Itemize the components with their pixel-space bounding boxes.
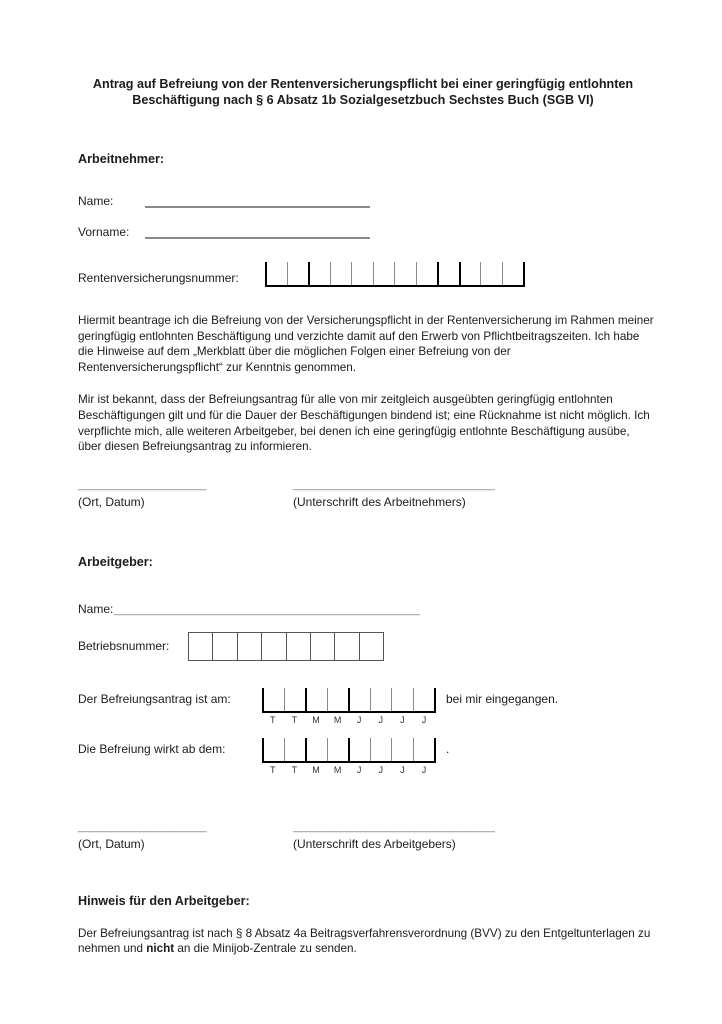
employee-ort-datum — [78, 479, 293, 509]
employer-ort-datum — [78, 821, 293, 851]
wirkungsdatum-field-group — [262, 738, 436, 775]
field-row-name — [78, 191, 648, 208]
betriebsnummer-box-field[interactable] — [188, 632, 384, 661]
form-title: Antrag auf Befreiung von der Rentenversicherungspflicht bei einer geringfügig entlohnten Beschäftigung nach § 6 Absatz 1b Sozialgesetzbuch Sechstes Buch (SGB VI) — [92, 77, 634, 107]
employer-signature-block — [78, 821, 648, 851]
eingangsdatum-comb-field[interactable] — [262, 688, 436, 713]
betriebsnummer-label: Betriebsnummer: — [78, 639, 170, 654]
vorname-label: Vorname: — [78, 225, 130, 239]
wirkungsdatum-suffix: . — [446, 741, 450, 756]
declaration-paragraph-2: Mir ist bekannt, dass der Befreiungsantrag für alle von mir zeitgleich ausgeübten geringfügig entlohnten Beschäftigungen gilt und für die Dauer der Beschäftigungen bindend ist; eine Rücknahme ist nicht möglich. Ich verpflichte mich, alle weiteren Arbeitgeber, bei denen ich eine geringfügig entlohnte Beschäftigung ausübe, über diesen Befreiungsantrag zu informieren. — [78, 393, 650, 454]
employee-unterschrift-caption: (Unterschrift des Arbeitnehmers) — [293, 494, 466, 509]
field-row-rentenversicherungsnummer — [78, 262, 648, 287]
field-row-eingangsdatum — [78, 688, 648, 725]
rentenversicherungsnummer-label: Rentenversicherungsnummer: — [78, 271, 239, 285]
employer-ort-datum-line[interactable]: _____________________ — [78, 820, 207, 833]
employer-unterschrift-line[interactable]: _________________________________ — [293, 820, 495, 833]
employer-name-label: Name: — [78, 601, 114, 616]
section-heading-hinweis: Hinweis für den Arbeitgeber: — [78, 893, 250, 908]
hinweis-text-before: Der Befreiungsantrag ist nach § 8 Absatz 4a Beitragsverfahrensverordnung (BVV) zu den Entgeltunterlagen zu nehmen und — [78, 926, 651, 956]
field-row-employer-name — [78, 602, 648, 616]
employer-name-input-line[interactable]: __________________________________________________ — [114, 603, 420, 616]
section-heading-arbeitnehmer: Arbeitnehmer: — [78, 152, 165, 166]
hinweis-text-bold: nicht — [146, 942, 175, 956]
wirkungsdatum-comb-field[interactable] — [262, 738, 436, 763]
eingangsdatum-field-group — [262, 688, 436, 725]
eingangsdatum-label: Der Befreiungsantrag ist am: — [78, 691, 231, 706]
employee-unterschrift-line[interactable]: _________________________________ — [293, 478, 495, 491]
employer-unterschrift-caption: (Unterschrift des Arbeitgebers) — [293, 836, 456, 851]
rentenversicherungsnummer-comb-field[interactable] — [265, 262, 525, 287]
field-row-wirkungsdatum — [78, 738, 648, 775]
name-input-line[interactable] — [145, 191, 370, 208]
eingangsdatum-ttmmjjjj-labels: T T M M J J J J — [270, 714, 427, 725]
field-row-vorname — [78, 222, 648, 239]
declaration-paragraph-1: Hiermit beantrage ich die Befreiung von der Versicherungspflicht in der Rentenversicherung im Rahmen meiner geringfügig entlohnten Beschäftigung und verzichte damit auf den Erwerb von Pflichtbeitragszeiten. Ich habe die Hinweise auf dem „Merkblatt über die möglichen Folgen einer Befreiung von der Rentenversicherungspflicht“ zur Kenntnis genommen. — [78, 314, 654, 374]
employer-unterschrift — [293, 821, 648, 851]
employee-ort-datum-line[interactable]: _____________________ — [78, 478, 207, 491]
employee-ort-datum-caption: (Ort, Datum) — [78, 494, 145, 509]
wirkungsdatum-label: Die Befreiung wirkt ab dem: — [78, 741, 226, 756]
hinweis-paragraph — [78, 926, 656, 957]
section-heading-arbeitgeber: Arbeitgeber: — [78, 554, 153, 569]
employee-signature-block — [78, 479, 648, 509]
employee-unterschrift — [293, 479, 648, 509]
field-row-betriebsnummer — [78, 632, 648, 661]
name-label: Name: — [78, 194, 114, 208]
employer-ort-datum-caption: (Ort, Datum) — [78, 836, 145, 851]
vorname-input-line[interactable] — [145, 222, 370, 239]
hinweis-text-after: an die Minijob-Zentrale zu senden. — [174, 942, 357, 956]
eingangsdatum-suffix: bei mir eingegangen. — [446, 691, 559, 706]
wirkungsdatum-ttmmjjjj-labels: T T M M J J J J — [270, 764, 427, 775]
